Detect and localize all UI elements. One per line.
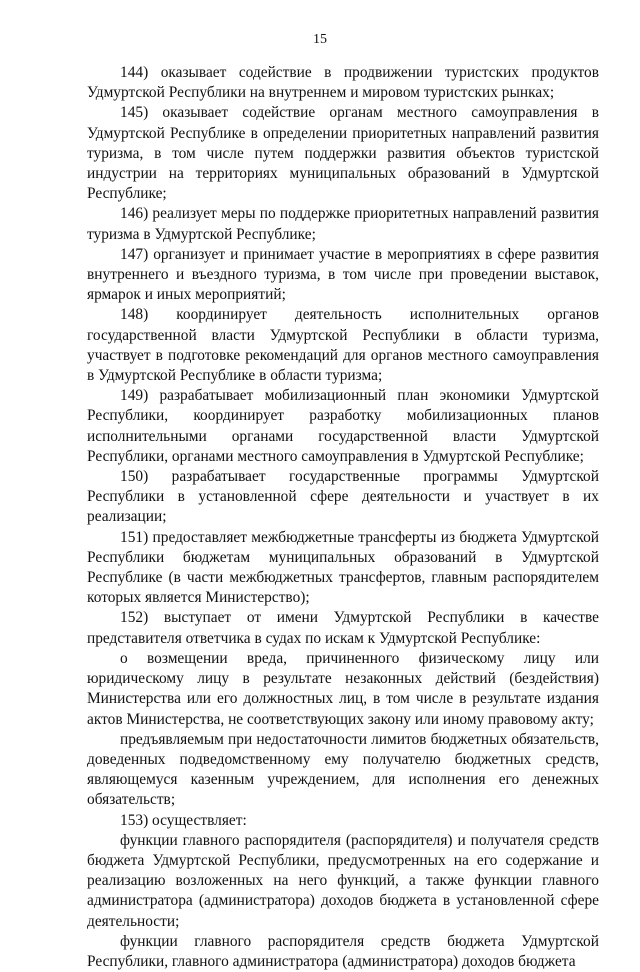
paragraph-146: 146) реализует меры по поддержке приоритетных направлений развития туризма в Удмуртской Республике; — [87, 205, 599, 243]
page-number: 15 — [313, 32, 327, 47]
paragraph-153: 153) осуществляет: — [120, 811, 247, 829]
paragraph-151: 151) предоставляет межбюджетные трансферты из бюджета Удмуртской Республики бюджетам муниципальных образований в Удмуртской Республике (в части межбюджетных трансфертов, главным распорядителем которых является Министерство); — [87, 528, 599, 607]
paragraph-152: 152) выступает от имени Удмуртской Республики в качестве представителя ответчика в судах по искам к Удмуртской Республике: — [87, 609, 599, 647]
paragraph-152-item-2: предъявляемым при недостаточности лимитов бюджетных обязательств, доведенных подведомственному ему получателю бюджетных средств, являющемуся казенным учреждением, для исполнения его денежных обязательств; — [87, 730, 599, 809]
paragraph-144: 144) оказывает содействие в продвижении туристских продуктов Удмуртской Республики на внутреннем и мировом туристских рынках; — [87, 64, 599, 102]
paragraph-148: 148) координирует деятельность исполнительных органов государственной власти Удмуртской Республики в области туризма, участвует в подготовке рекомендаций для органов местного самоуправления в Удмуртской Республике в области туризма; — [87, 306, 599, 385]
paragraph-150: 150) разрабатывает государственные программы Удмуртской Республики в установленной сфере деятельности и участвует в их реализации; — [87, 468, 599, 526]
document-body — [87, 63, 599, 972]
paragraph-152-item-1: о возмещении вреда, причиненного физическому лицу или юридическому лицу в результате незаконных действий (бездействия) Министерства или его должностных лиц, в том числе в результате издания актов Министерства, не соответствующих закону или иному правовому акту; — [87, 649, 599, 728]
paragraph-147: 147) организует и принимает участие в мероприятиях в сфере развития внутреннего и въездного туризма, в том числе при проведении выставок, ярмарок и иных мероприятий; — [87, 245, 599, 304]
paragraph-149: 149) разрабатывает мобилизационный план экономики Удмуртской Республики, координирует разработку мобилизационных планов исполнительными органами государственной власти Удмуртской Республики, органами местного самоуправления в Удмуртской Республике; — [87, 387, 599, 465]
paragraph-145: 145) оказывает содействие органам местного самоуправления в Удмуртской Республике в определении приоритетных направлений развития туризма, в том числе путем поддержки развития объектов туристской индустрии на территориях муниципальных образований в Удмуртской Республике; — [87, 104, 599, 203]
paragraph-153-item-2: функции главного распорядителя средств бюджета Удмуртской Республики, главного администратора (администратора) доходов бюджета — [87, 932, 599, 970]
paragraph-153-item-1: функции главного распорядителя (распорядителя) и получателя средств бюджета Удмуртской Республики, предусмотренных на его содержание и реализацию возложенных на него функций, а также функции главного администратора (администратора) доходов бюджета в установленной сфере деятельности; — [87, 831, 599, 930]
